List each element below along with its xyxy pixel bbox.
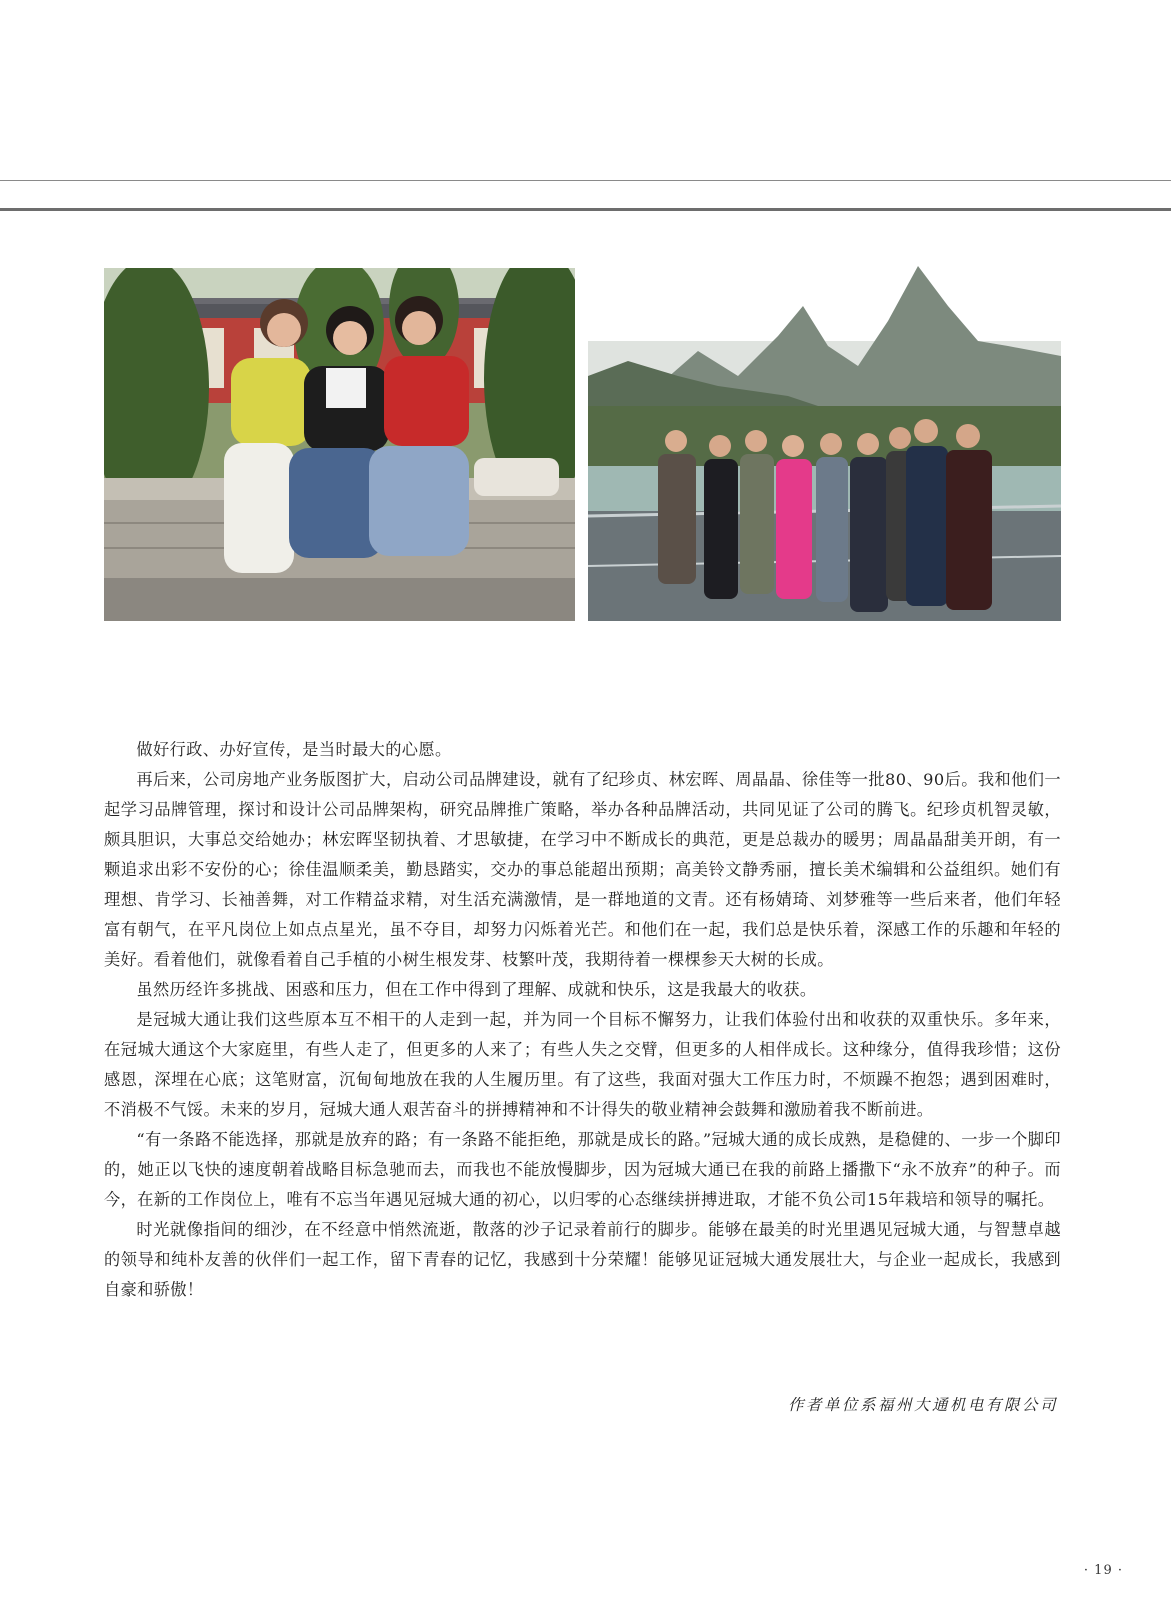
article-paragraph-2: 再后来，公司房地产业务版图扩大，启动公司品牌建设，就有了纪珍贞、林宏晖、周晶晶、徐佳等一批80、90后。我和他们一起学习品牌管理，探讨和设计公司品牌架构，研究品牌推广策略，举办各种品牌活动，共同见证了公司的腾飞。纪珍贞机智灵敏，颇具胆识，大事总交给她办；林宏晖坚韧执着、才思敏捷，在学习中不断成长的典范，更是总裁办的暖男；周晶晶甜美开朗，有一颗追求出彩不安份的心；徐佳温顺柔美，勤恳踏实，交办的事总能超出预期；高美铃文静秀丽，擅长美术编辑和公益组织。她们有理想、肯学习、长袖善舞，对工作精益求精，对生活充满激情，是一群地道的文青。还有杨婧琦、刘梦雅等一些后来者，他们年轻富有朝气，在平凡岗位上如点点星光，虽不夺目，却努力闪烁着光芒。和他们在一起，我们总是快乐着，深感工作的乐趣和年轻的美好。看着他们，就像看着自己手植的小树生根发芽、枝繁叶茂，我期待着一棵棵参天大树的长成。 bbox=[104, 770, 1061, 969]
photo-group-boat-image bbox=[588, 266, 1061, 621]
author-affiliation: 作者单位系福州大通机电有限公司 bbox=[787, 1396, 1058, 1414]
header-thick-rule bbox=[0, 208, 1171, 211]
article-paragraph-5: “有一条路不能选择，那就是放弃的路；有一条路不能拒绝，那就是成长的路。”冠城大通的成长成熟，是稳健的、一步一个脚印的，她正以飞快的速度朝着战略目标急驰而去，而我也不能放慢脚步，因为冠城大通已在我的前路上播撒下“永不放弃”的种子。而今，在新的工作岗位上，唯有不忘当年遇见冠城大通的初心，以归零的心态继续拼搏进取，才能不负公司15年栽培和领导的嘱托。 bbox=[104, 1130, 1061, 1209]
page-number: · 19 · bbox=[1083, 1563, 1123, 1578]
photo-three-women bbox=[104, 268, 575, 621]
article-paragraph-6: 时光就像指间的细沙，在不经意中悄然流逝，散落的沙子记录着前行的脚步。能够在最美的时光里遇见冠城大通，与智慧卓越的领导和纯朴友善的伙伴们一起工作，留下青春的记忆，我感到十分荣耀！能够见证冠城大通发展壮大，与企业一起成长，我感到自豪和骄傲！ bbox=[104, 1220, 1061, 1299]
article-paragraph-1: 做好行政、办好宣传，是当时最大的心愿。 bbox=[136, 740, 452, 759]
photo-group-boat bbox=[588, 266, 1061, 621]
header-thin-rule bbox=[0, 180, 1171, 181]
article-paragraph-3: 虽然历经许多挑战、困惑和压力，但在工作中得到了理解、成就和快乐，这是我最大的收获。 bbox=[136, 980, 817, 999]
photo-three-women-image bbox=[104, 268, 575, 621]
article-paragraph-4: 是冠城大通让我们这些原本互不相干的人走到一起，并为同一个目标不懈努力，让我们体验付出和收获的双重快乐。多年来，在冠城大通这个大家庭里，有些人走了，但更多的人来了；有些人失之交臂，但更多的人相伴成长。这种缘分，值得我珍惜；这份感恩，深埋在心底；这笔财富，沉甸甸地放在我的人生履历里。有了这些，我面对强大工作压力时，不烦躁不抱怨；遇到困难时，不消极不气馁。未来的岁月，冠城大通人艰苦奋斗的拼搏精神和不计得失的敬业精神会鼓舞和激励着我不断前进。 bbox=[104, 1010, 1061, 1119]
article-body bbox=[104, 735, 1061, 1305]
